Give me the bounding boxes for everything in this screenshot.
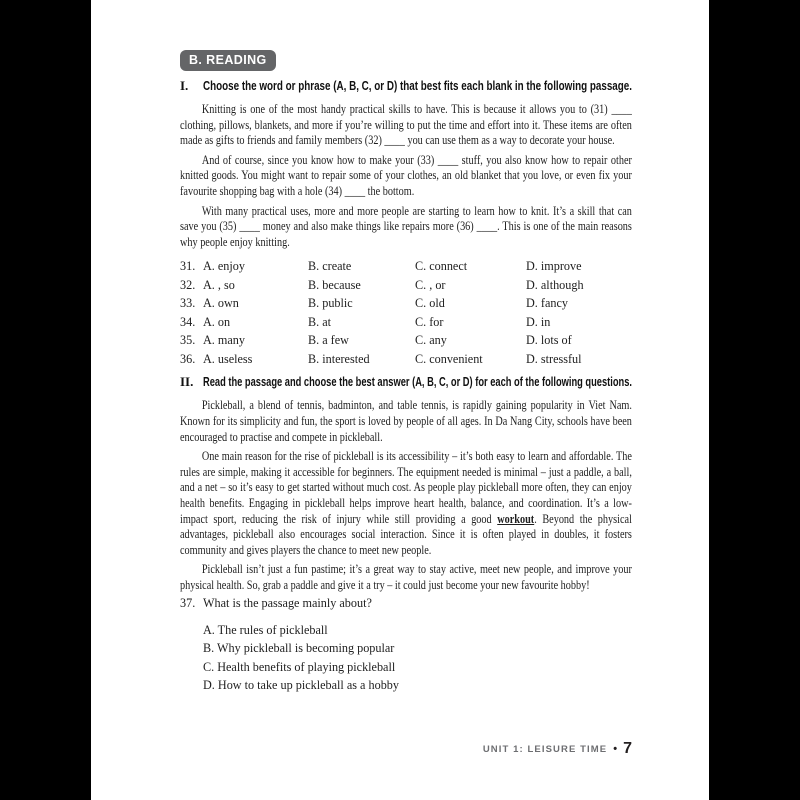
table-row [180,257,632,276]
exercise2-instruction [180,374,632,390]
footer-bullet: • [613,743,618,755]
option-cell: D. stressful [526,351,582,366]
section-header-badge: B. READING [180,50,276,71]
option-cell: C. old [415,296,445,311]
option-cell: A. enjoy [203,259,245,274]
option-cell: C. any [415,333,447,348]
table-row [180,313,632,332]
emphasized-word: workout [497,511,535,526]
exercise1-numeral: I. [180,78,189,93]
list-item: C. Health benefits of playing pickleball [203,659,396,674]
option-cell: D. although [526,277,584,292]
question-37-options [180,621,632,695]
pickleball-paragraph-1: Pickleball, a blend of tennis, badminton, and table tennis, is rapidly gaining popularity in Viet Nam. Known for its simplicity and fun, the sport is loved by people of all ages. In Da Nang City, schools have been encouraged to practise and compete in pickleball. [180,398,632,444]
page-content [180,0,632,695]
unit-title: UNIT 1: LEISURE TIME [482,743,608,755]
exercise2-instruction-text: Read the passage and choose the best answer (A, B, C, or D) for each of the following questions. [203,375,632,390]
option-cell: B. a few [308,333,349,348]
knitting-paragraph-2: And of course, since you know how to make your (33) ____ stuff, you also know how to repair other knitted goods. You might want to repair some of your clothes, an old blanket that you love, or even fix your favourite shopping bag with a hole (34) ____ the bottom. [180,152,632,198]
question-number: 33. [180,296,196,311]
question-number: 31. [180,259,196,274]
question-number: 36. [180,351,196,366]
pickleball-paragraph-2 [180,449,632,558]
table-row [180,350,632,369]
option-cell: D. lots of [526,333,572,348]
option-cell: B. public [308,296,353,311]
question-number: 34. [180,314,196,329]
list-item: D. How to take up pickleball as a hobby [203,678,399,693]
option-cell: A. own [203,296,239,311]
table-row [180,294,632,313]
exercise2-numeral: II. [180,374,194,390]
option-cell: D. improve [526,259,582,274]
option-cell: A. on [203,314,231,329]
table-row [180,331,632,350]
option-cell: D. in [526,314,551,329]
option-cell: C. for [415,314,444,329]
option-cell: A. , so [203,277,235,292]
answer-options-table [180,257,632,368]
option-cell: A. useless [203,351,253,366]
knitting-paragraph-1: Knitting is one of the most handy practical skills to have. This is because it allows you to (31) ____ clothing, pillows, blankets, and more if you’re willing to put the time and effort into it. These items are often made as gifts to friends and family members (32) ____ you can use them as a way to decorate your house. [180,102,632,148]
question-37 [180,596,632,612]
list-item: A. The rules of pickleball [203,623,328,638]
question-text: What is the passage mainly about? [203,596,372,611]
pickleball-paragraph-3: Pickleball isn’t just a fun pastime; it’s a great way to stay active, meet new people, and improve your physical health. So, grab a paddle and give it a try – it could just become your new favourite hobby! [180,562,632,592]
page-number: 7 [623,740,632,757]
option-cell: C. , or [415,277,446,292]
paragraph-text: One main reason for the rise of pickleball is its accessibility – it’s both easy to learn and affordable. The rules are simple, making it accessible for beginners. The equipment needed is minimal – just a paddle, a ball, and a net – so it’s easy to get started without much cost. As people play pickleball more often, they can enjoy health benefits. Engaging in pickleball helps improve heart health, balance, and coordination. It’s a low-impact sport, reducing the risk of injury while still providing a good [180,449,632,526]
option-cell: B. interested [308,351,370,366]
list-item: B. Why pickleball is becoming popular [203,641,395,656]
option-cell: B. at [308,314,332,329]
question-number: 32. [180,277,196,292]
option-cell: B. create [308,259,352,274]
option-cell: C. convenient [415,351,483,366]
paragraph-text: . Beyond the physical advantages, pickleball also encourages social interaction. Since it is often played in doubles, it fosters community and gives players the chance to meet new people. [180,511,632,557]
option-cell: D. fancy [526,296,568,311]
knitting-paragraph-3: With many practical uses, more and more people are starting to learn how to knit. It’s a skill that can save you (35) ____ money and also make things like repairs more (36) ____. This is one of the main reasons why people enjoy knitting. [180,203,632,249]
book-page [91,0,709,800]
exercise1-instruction-text: Choose the word or phrase (A, B, C, or D) that best fits each blank in the following passage. [203,79,632,93]
option-cell: A. many [203,333,245,348]
question-number: 37. [180,596,196,611]
option-cell: C. connect [415,259,468,274]
exercise1-instruction [180,78,632,94]
option-cell: B. because [308,277,361,292]
table-row [180,276,632,295]
page-footer [483,741,632,757]
question-number: 35. [180,333,196,348]
